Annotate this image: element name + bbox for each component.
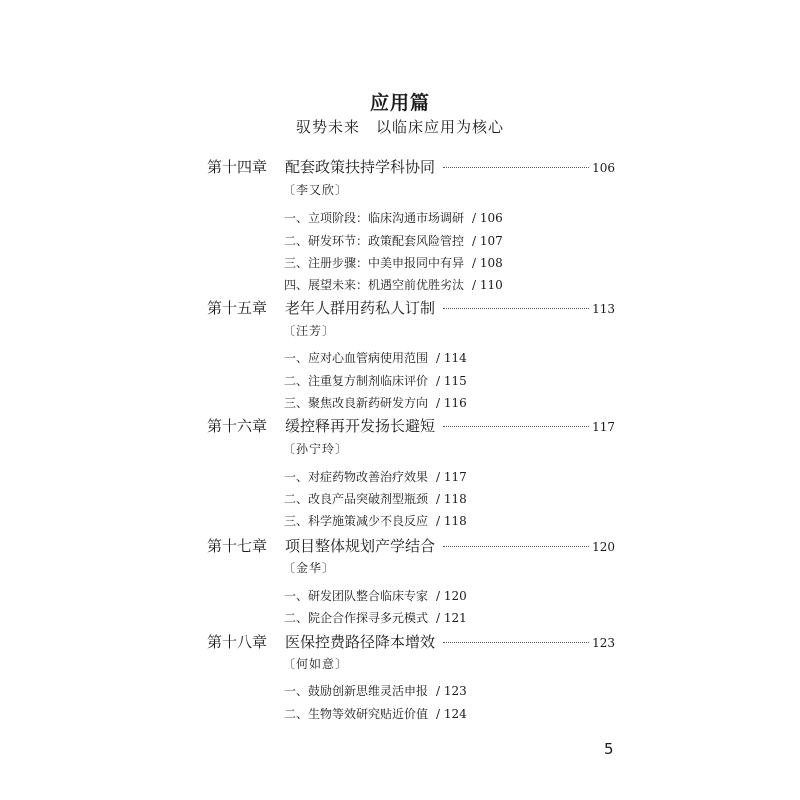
chapter-number: 第十八章 bbox=[207, 633, 268, 651]
chapter-title: 医保控费路径降本增效 bbox=[285, 633, 436, 651]
section-page-number: / 120 bbox=[436, 589, 467, 603]
dot-leader bbox=[443, 642, 589, 643]
section-page-number: / 124 bbox=[436, 707, 467, 721]
chapter-17-entry[interactable] bbox=[207, 535, 615, 556]
section-page-number: / 115 bbox=[436, 374, 467, 388]
chapter-author: 〔何如意〕 bbox=[283, 657, 349, 671]
section-entry[interactable] bbox=[284, 682, 467, 699]
chapter-title: 配套政策扶持学科协同 bbox=[285, 158, 436, 176]
section-label: 一、应对心血管病使用范围 bbox=[284, 351, 429, 365]
section-label: 一、立项阶段：临床沟通市场调研 bbox=[284, 211, 465, 225]
section-label: 二、研发环节：政策配套风险管控 bbox=[284, 234, 465, 248]
chapter-number: 第十五章 bbox=[207, 299, 268, 317]
chapter-18-entry[interactable] bbox=[207, 631, 615, 652]
section-label: 四、展望未来：机遇空前优胜劣汰 bbox=[284, 278, 465, 292]
chapter-16-entry[interactable] bbox=[207, 415, 615, 436]
section-page-number: / 118 bbox=[436, 492, 467, 506]
page-number: 5 bbox=[604, 740, 614, 758]
chapter-author: 〔金华〕 bbox=[283, 561, 336, 575]
section-page-number: / 116 bbox=[436, 396, 467, 410]
chapter-number: 第十六章 bbox=[207, 417, 268, 435]
section-entry[interactable] bbox=[284, 349, 467, 366]
chapter-author: 〔汪芳〕 bbox=[283, 324, 336, 338]
section-label: 二、改良产品突破剂型瓶颈 bbox=[284, 492, 429, 506]
section-entry[interactable] bbox=[284, 276, 503, 293]
section-page-number: / 108 bbox=[472, 256, 503, 270]
chapter-author: 〔孙宁玲〕 bbox=[283, 442, 349, 456]
section-label: 一、鼓励创新思维灵活申报 bbox=[284, 684, 429, 698]
section-page-number: / 106 bbox=[472, 211, 503, 225]
section-page-number: / 121 bbox=[436, 611, 467, 625]
section-page-number: / 114 bbox=[436, 351, 467, 365]
chapter-page-number: 117 bbox=[592, 420, 615, 434]
chapter-number: 第十七章 bbox=[207, 537, 268, 555]
section-page-number: / 123 bbox=[436, 684, 467, 698]
chapter-title: 项目整体规划产学结合 bbox=[285, 537, 436, 555]
chapter-number: 第十四章 bbox=[207, 158, 268, 176]
part-subtitle: 驭势未来 以临床应用为核心 bbox=[295, 118, 504, 136]
section-label: 二、注重复方制剂临床评价 bbox=[284, 374, 429, 388]
chapter-page-number: 113 bbox=[592, 302, 615, 316]
part-title: 应用篇 bbox=[369, 92, 430, 114]
chapter-15-entry[interactable] bbox=[207, 297, 615, 318]
section-page-number: / 110 bbox=[472, 278, 503, 292]
section-entry[interactable] bbox=[284, 705, 467, 722]
section-entry[interactable] bbox=[284, 468, 467, 485]
dot-leader bbox=[443, 308, 589, 309]
section-entry[interactable] bbox=[284, 232, 503, 249]
section-page-number: / 118 bbox=[436, 514, 467, 528]
chapter-14-entry[interactable] bbox=[207, 156, 615, 177]
section-label: 三、科学施策减少不良反应 bbox=[284, 514, 429, 528]
section-label: 二、生物等效研究贴近价值 bbox=[284, 707, 429, 721]
dot-leader bbox=[443, 546, 589, 547]
chapter-title: 老年人群用药私人订制 bbox=[285, 299, 436, 317]
section-page-number: / 117 bbox=[436, 470, 467, 484]
chapter-page-number: 106 bbox=[592, 161, 615, 175]
section-label: 三、聚焦改良新药研发方向 bbox=[284, 396, 429, 410]
chapter-author: 〔李又欣〕 bbox=[283, 183, 349, 197]
dot-leader bbox=[443, 167, 589, 168]
chapter-title: 缓控释再开发扬长避短 bbox=[285, 417, 436, 435]
section-entry[interactable] bbox=[284, 394, 467, 411]
section-entry[interactable] bbox=[284, 609, 467, 626]
section-entry[interactable] bbox=[284, 512, 467, 529]
section-label: 一、对症药物改善治疗效果 bbox=[284, 470, 429, 484]
chapter-page-number: 123 bbox=[592, 636, 615, 650]
section-entry[interactable] bbox=[284, 209, 503, 226]
section-label: 二、院企合作探寻多元模式 bbox=[284, 611, 429, 625]
section-label: 一、研发团队整合临床专家 bbox=[284, 589, 429, 603]
section-entry[interactable] bbox=[284, 587, 467, 604]
dot-leader bbox=[443, 426, 589, 427]
section-entry[interactable] bbox=[284, 372, 467, 389]
section-page-number: / 107 bbox=[472, 234, 503, 248]
section-entry[interactable] bbox=[284, 490, 467, 507]
chapter-page-number: 120 bbox=[592, 540, 615, 554]
section-label: 三、注册步骤：中美申报同中有异 bbox=[284, 256, 465, 270]
section-entry[interactable] bbox=[284, 254, 503, 271]
